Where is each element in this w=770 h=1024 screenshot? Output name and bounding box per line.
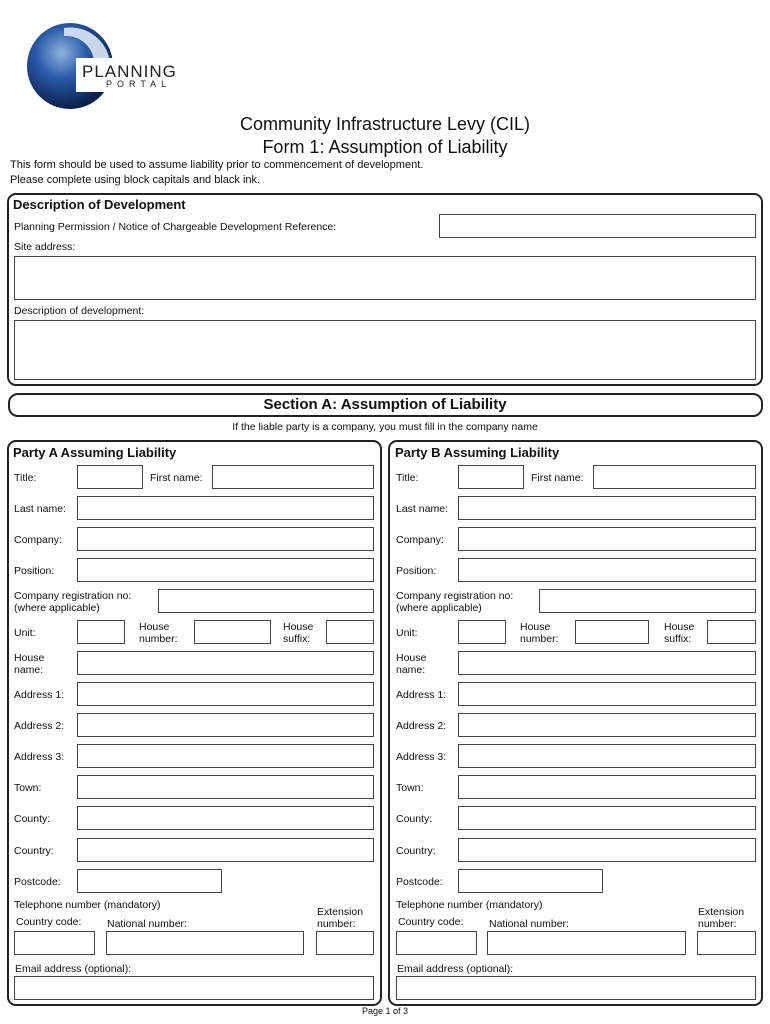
postcode-label: Postcode:	[396, 876, 443, 888]
party-a-national-number-input[interactable]	[106, 931, 304, 955]
unit-label: Unit:	[14, 627, 36, 639]
address3-label: Address 3:	[14, 751, 65, 763]
party-a-company-input[interactable]	[77, 527, 374, 551]
party-b-country-code-input[interactable]	[396, 931, 477, 955]
house-suffix-label: House	[283, 621, 314, 633]
extension-label: number:	[317, 918, 356, 930]
party-a-county-input[interactable]	[77, 806, 374, 830]
last-name-label: Last name:	[14, 503, 66, 515]
party-b-town-input[interactable]	[458, 775, 756, 799]
party-a-address3-input[interactable]	[77, 744, 374, 768]
house-name-label: House	[396, 652, 427, 664]
party-a-house-name-input[interactable]	[77, 651, 374, 675]
company-label: Company:	[396, 534, 444, 546]
party-a-company-reg-input[interactable]	[158, 589, 374, 613]
house-number-label: number:	[520, 633, 559, 645]
title-label: Title:	[14, 472, 37, 484]
position-label: Position:	[396, 565, 437, 577]
party-a-unit-input[interactable]	[77, 620, 125, 644]
house-name-label: name:	[396, 664, 426, 676]
party-b-house-name-input[interactable]	[458, 651, 756, 675]
first-name-label: First name:	[150, 472, 203, 484]
party-b-address3-input[interactable]	[458, 744, 756, 768]
extension-label: Extension	[698, 906, 745, 918]
country-code-label: Country code:	[398, 916, 464, 928]
party-a-position-input[interactable]	[77, 558, 374, 582]
company-reg-note: (where applicable)	[14, 602, 100, 614]
party-b-address2-input[interactable]	[458, 713, 756, 737]
party-b-national-number-input[interactable]	[487, 931, 686, 955]
party-a-postcode-input[interactable]	[77, 869, 222, 893]
party-b-first-name-input[interactable]	[593, 465, 756, 489]
company-label: Company:	[14, 534, 62, 546]
telephone-label: Telephone number (mandatory)	[14, 899, 161, 911]
section-a-note: If the liable party is a company, you must fill in the company name	[232, 421, 538, 433]
party-a-house-suffix-input[interactable]	[326, 620, 374, 644]
party-b-county-input[interactable]	[458, 806, 756, 830]
country-code-label: Country code:	[16, 916, 82, 928]
section-a-heading: Section A: Assumption of Liability	[263, 396, 507, 413]
party-b-postcode-input[interactable]	[458, 869, 603, 893]
form-title: Community Infrastructure Levy (CIL)	[239, 114, 531, 134]
reference-input[interactable]	[439, 214, 756, 238]
house-name-label: House	[14, 652, 45, 664]
party-a-title-input[interactable]	[77, 465, 143, 489]
party-b-heading: Party B Assuming Liability	[395, 445, 560, 460]
country-label: Country:	[396, 845, 436, 857]
party-a-house-number-input[interactable]	[194, 620, 271, 644]
party-b-last-name-input[interactable]	[458, 496, 756, 520]
house-suffix-label: suffix:	[664, 633, 692, 645]
party-a-first-name-input[interactable]	[212, 465, 374, 489]
party-b-extension-input[interactable]	[697, 931, 756, 955]
address2-label: Address 2:	[396, 720, 447, 732]
party-a-extension-input[interactable]	[316, 931, 374, 955]
town-label: Town:	[14, 782, 42, 794]
house-number-label: House	[520, 621, 551, 633]
national-number-label: National number:	[489, 918, 569, 930]
party-b-house-suffix-input[interactable]	[707, 620, 756, 644]
party-a-address1-input[interactable]	[77, 682, 374, 706]
first-name-label: First name:	[531, 472, 584, 484]
telephone-label: Telephone number (mandatory)	[396, 899, 543, 911]
extension-label: number:	[698, 918, 737, 930]
description-label: Description of development:	[14, 305, 145, 317]
intro-text: This form should be used to assume liability prior to commencement of development.	[10, 159, 424, 171]
site-address-input[interactable]	[14, 256, 756, 300]
address1-label: Address 1:	[396, 689, 447, 701]
company-reg-label: Company registration no:	[396, 590, 514, 602]
house-number-label: number:	[139, 633, 178, 645]
description-input[interactable]	[14, 320, 756, 380]
site-address-label: Site address:	[14, 241, 76, 253]
party-b-unit-input[interactable]	[458, 620, 506, 644]
country-label: Country:	[14, 845, 54, 857]
town-label: Town:	[396, 782, 424, 794]
postcode-label: Postcode:	[14, 876, 61, 888]
party-b-address1-input[interactable]	[458, 682, 756, 706]
county-label: County:	[396, 813, 433, 825]
house-name-label: name:	[14, 664, 44, 676]
party-b-company-reg-input[interactable]	[539, 589, 756, 613]
party-a-heading: Party A Assuming Liability	[13, 445, 177, 460]
party-a-country-code-input[interactable]	[14, 931, 95, 955]
house-suffix-label: House	[664, 621, 695, 633]
address1-label: Address 1:	[14, 689, 65, 701]
last-name-label: Last name:	[396, 503, 448, 515]
company-reg-label: Company registration no:	[14, 590, 132, 602]
party-a-address2-input[interactable]	[77, 713, 374, 737]
intro-text: Please complete using block capitals and black ink.	[10, 174, 261, 186]
party-a-country-input[interactable]	[77, 838, 374, 862]
reference-label: Planning Permission / Notice of Chargeable Development Reference:	[14, 221, 337, 233]
logo-text-planning: PLANNING	[82, 62, 177, 81]
title-label: Title:	[396, 472, 419, 484]
address2-label: Address 2:	[14, 720, 65, 732]
logo-text-portal: PORTAL	[106, 79, 172, 89]
page-number: Page 1 of 3	[361, 1006, 409, 1016]
house-number-label: House	[139, 621, 170, 633]
party-b-email-input[interactable]	[396, 976, 756, 1000]
national-number-label: National number:	[107, 918, 187, 930]
position-label: Position:	[14, 565, 55, 577]
party-b-title-input[interactable]	[458, 465, 524, 489]
form-subtitle: Form 1: Assumption of Liability	[262, 137, 508, 157]
party-a-email-input[interactable]	[14, 976, 374, 1000]
extension-label: Extension	[317, 906, 364, 918]
party-b-house-number-input[interactable]	[575, 620, 649, 644]
party-b-country-input[interactable]	[458, 838, 756, 862]
party-a-town-input[interactable]	[77, 775, 374, 799]
county-label: County:	[14, 813, 51, 825]
address3-label: Address 3:	[396, 751, 447, 763]
house-suffix-label: suffix:	[283, 633, 311, 645]
description-heading: Description of Development	[13, 197, 186, 212]
email-label: Email address (optional):	[15, 963, 132, 975]
party-b-position-input[interactable]	[458, 558, 756, 582]
party-b-company-input[interactable]	[458, 527, 756, 551]
company-reg-note: (where applicable)	[396, 602, 482, 614]
unit-label: Unit:	[396, 627, 418, 639]
email-label: Email address (optional):	[397, 963, 514, 975]
party-a-last-name-input[interactable]	[77, 496, 374, 520]
